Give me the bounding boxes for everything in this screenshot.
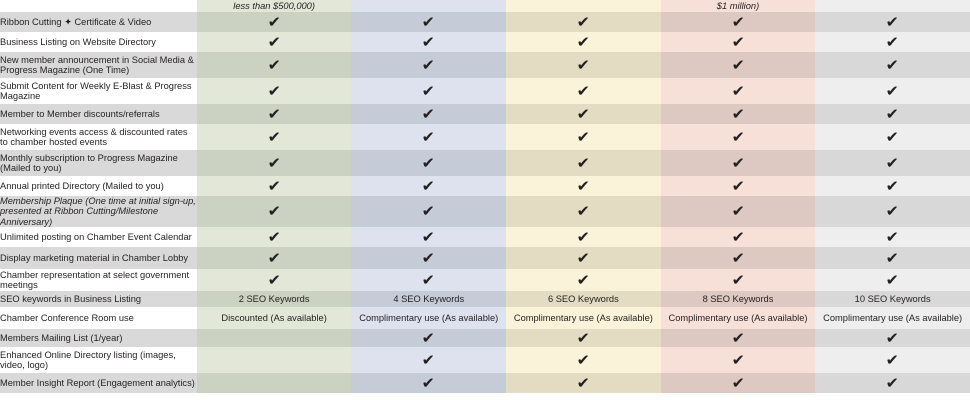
- check-icon: ✔: [422, 55, 436, 74]
- check-icon: ✔: [576, 329, 590, 347]
- table-row: [0, 124, 970, 150]
- check-mark-cell: [351, 269, 506, 291]
- check-icon: ✔: [731, 127, 745, 146]
- check-mark-cell: [197, 196, 352, 227]
- check-mark-cell: [351, 32, 506, 52]
- value-text: 8 SEO Keywords: [702, 293, 774, 304]
- check-icon: ✔: [576, 227, 590, 246]
- check-mark-cell: [815, 227, 970, 247]
- check-icon: ✔: [576, 176, 590, 195]
- check-mark-cell: [815, 176, 970, 196]
- check-mark-cell: [351, 329, 506, 347]
- check-mark-cell: [351, 104, 506, 124]
- header-label-cell: [0, 0, 197, 12]
- value-text: Complimentary use (As available): [668, 312, 808, 323]
- check-mark-cell: [197, 32, 352, 52]
- check-mark-cell: [815, 104, 970, 124]
- check-icon: ✔: [576, 202, 590, 221]
- value-text: 2 SEO Keywords: [238, 293, 310, 304]
- check-icon: ✔: [731, 350, 745, 369]
- check-mark-cell: [506, 52, 661, 78]
- check-mark-cell: [661, 104, 816, 124]
- check-mark-cell: [661, 329, 816, 347]
- check-mark-cell: [197, 247, 352, 269]
- check-mark-cell: [661, 176, 816, 196]
- check-icon: ✔: [731, 153, 745, 172]
- check-mark-cell: [351, 78, 506, 104]
- value-text: Complimentary use (As available): [823, 312, 963, 323]
- check-mark-cell: [351, 52, 506, 78]
- check-mark-cell: [197, 12, 352, 32]
- empty-cell: [197, 329, 352, 347]
- check-icon: ✔: [422, 329, 436, 347]
- check-icon: ✔: [886, 248, 900, 267]
- benefit-label: Chamber Conference Room use: [0, 307, 197, 329]
- check-mark-cell: [197, 150, 352, 176]
- value-text: 4 SEO Keywords: [393, 293, 465, 304]
- check-icon: ✔: [886, 227, 900, 246]
- check-mark-cell: [661, 347, 816, 373]
- check-icon: ✔: [731, 270, 745, 289]
- check-icon: ✔: [422, 270, 436, 289]
- check-mark-cell: [815, 124, 970, 150]
- check-icon: ✔: [886, 270, 900, 289]
- table-row: [0, 12, 970, 32]
- benefit-label: Submit Content for Weekly E-Blast & Progress Magazine: [0, 78, 197, 104]
- check-mark-cell: [661, 196, 816, 227]
- value-text: 6 SEO Keywords: [547, 293, 619, 304]
- check-mark-cell: [197, 124, 352, 150]
- column-header-col1: less than $500,000): [197, 0, 352, 12]
- value-text: Discounted (As available): [221, 312, 327, 323]
- table-row: [0, 307, 970, 329]
- check-icon: ✔: [886, 32, 900, 51]
- check-icon: ✔: [267, 270, 281, 289]
- check-icon: ✔: [267, 127, 281, 146]
- check-icon: ✔: [576, 373, 590, 392]
- value-text: Complimentary use (As available): [359, 312, 499, 323]
- check-mark-cell: [815, 150, 970, 176]
- check-mark-cell: [661, 78, 816, 104]
- check-mark-cell: [506, 150, 661, 176]
- table-row: [0, 373, 970, 393]
- check-icon: ✔: [422, 32, 436, 51]
- benefit-label: Member to Member discounts/referrals: [0, 104, 197, 124]
- check-mark-cell: [197, 227, 352, 247]
- check-mark-cell: [815, 196, 970, 227]
- value-cell: [661, 291, 816, 307]
- value-cell: [197, 307, 352, 329]
- check-icon: ✔: [731, 227, 745, 246]
- column-header-col4: $1 million): [661, 0, 816, 12]
- check-mark-cell: [351, 176, 506, 196]
- benefit-label: Annual printed Directory (Mailed to you): [0, 176, 197, 196]
- check-icon: ✔: [422, 202, 436, 221]
- check-icon: ✔: [267, 227, 281, 246]
- check-mark-cell: [815, 32, 970, 52]
- check-icon: ✔: [886, 55, 900, 74]
- check-mark-cell: [351, 124, 506, 150]
- table-row: [0, 247, 970, 269]
- check-mark-cell: [815, 329, 970, 347]
- check-mark-cell: [506, 104, 661, 124]
- check-icon: ✔: [886, 12, 900, 31]
- check-icon: ✔: [886, 202, 900, 221]
- table-row: [0, 176, 970, 196]
- check-icon: ✔: [886, 127, 900, 146]
- check-mark-cell: [815, 347, 970, 373]
- check-mark-cell: [506, 347, 661, 373]
- value-cell: [351, 291, 506, 307]
- table-row: [0, 196, 970, 227]
- table-row: [0, 32, 970, 52]
- check-mark-cell: [661, 247, 816, 269]
- benefit-label: Ribbon Cutting ✦ Certificate & Video: [0, 12, 197, 32]
- check-icon: ✔: [731, 373, 745, 392]
- check-mark-cell: [506, 247, 661, 269]
- check-icon: ✔: [267, 202, 281, 221]
- check-icon: ✔: [422, 12, 436, 31]
- check-mark-cell: [815, 12, 970, 32]
- benefit-label: Members Mailing List (1/year): [0, 329, 197, 347]
- table-row: [0, 150, 970, 176]
- check-mark-cell: [197, 176, 352, 196]
- benefit-label: Enhanced Online Directory listing (images, video, logo): [0, 347, 197, 373]
- check-mark-cell: [661, 124, 816, 150]
- check-icon: ✔: [886, 81, 900, 100]
- check-icon: ✔: [886, 350, 900, 369]
- check-mark-cell: [661, 12, 816, 32]
- value-cell: [197, 291, 352, 307]
- table-row: [0, 347, 970, 373]
- value-cell: [506, 291, 661, 307]
- check-mark-cell: [506, 227, 661, 247]
- benefit-label: Membership Plaque (One time at initial sign-up, presented at Ribbon Cutting/Milestone Anniversary): [0, 196, 196, 227]
- check-mark-cell: [661, 52, 816, 78]
- empty-cell: [197, 347, 352, 373]
- check-icon: ✔: [886, 373, 900, 392]
- check-icon: ✔: [422, 153, 436, 172]
- check-icon: ✔: [731, 12, 745, 31]
- column-header-col5: [815, 0, 970, 12]
- check-mark-cell: [506, 196, 661, 227]
- table-row: [0, 329, 970, 347]
- check-icon: ✔: [576, 270, 590, 289]
- check-icon: ✔: [576, 127, 590, 146]
- check-mark-cell: [506, 269, 661, 291]
- table-row: [0, 291, 970, 307]
- check-icon: ✔: [731, 81, 745, 100]
- value-cell: [351, 307, 506, 329]
- check-icon: ✔: [422, 373, 436, 392]
- column-header-col2: [351, 0, 506, 12]
- check-mark-cell: [815, 247, 970, 269]
- check-mark-cell: [197, 78, 352, 104]
- check-icon: ✔: [731, 329, 745, 347]
- check-icon: ✔: [731, 248, 745, 267]
- check-mark-cell: [197, 269, 352, 291]
- check-mark-cell: [815, 52, 970, 78]
- check-mark-cell: [351, 196, 506, 227]
- check-mark-cell: [661, 150, 816, 176]
- value-text: Complimentary use (As available): [513, 312, 653, 323]
- value-cell: [506, 307, 661, 329]
- benefit-label: SEO keywords in Business Listing: [0, 291, 197, 307]
- check-icon: ✔: [576, 12, 590, 31]
- check-icon: ✔: [731, 55, 745, 74]
- value-text: 10 SEO Keywords: [854, 293, 931, 304]
- column-header-col3: [506, 0, 661, 12]
- benefit-label: Networking events access & discounted rates to chamber hosted events: [0, 124, 197, 150]
- check-icon: ✔: [886, 153, 900, 172]
- benefit-label: Monthly subscription to Progress Magazine (Mailed to you): [0, 150, 197, 176]
- check-mark-cell: [506, 329, 661, 347]
- check-icon: ✔: [731, 104, 745, 123]
- table-header-row: [0, 0, 970, 12]
- table-row: [0, 104, 970, 124]
- check-mark-cell: [506, 78, 661, 104]
- check-mark-cell: [815, 269, 970, 291]
- value-cell: [815, 291, 970, 307]
- check-mark-cell: [661, 32, 816, 52]
- check-icon: ✔: [267, 104, 281, 123]
- benefit-label: Unlimited posting on Chamber Event Calendar: [0, 227, 197, 247]
- check-mark-cell: [815, 78, 970, 104]
- check-mark-cell: [661, 227, 816, 247]
- check-mark-cell: [506, 12, 661, 32]
- check-mark-cell: [197, 52, 352, 78]
- check-icon: ✔: [576, 55, 590, 74]
- empty-cell: [197, 373, 352, 393]
- check-mark-cell: [351, 227, 506, 247]
- check-icon: ✔: [422, 81, 436, 100]
- check-icon: ✔: [267, 176, 281, 195]
- check-icon: ✔: [886, 329, 900, 347]
- benefit-label: New member announcement in Social Media & Progress Magazine (One Time): [0, 52, 197, 78]
- check-icon: ✔: [422, 227, 436, 246]
- check-icon: ✔: [576, 153, 590, 172]
- check-icon: ✔: [576, 104, 590, 123]
- check-icon: ✔: [422, 104, 436, 123]
- check-mark-cell: [351, 12, 506, 32]
- value-cell: [815, 307, 970, 329]
- table-row: [0, 227, 970, 247]
- check-icon: ✔: [422, 350, 436, 369]
- check-mark-cell: [351, 347, 506, 373]
- check-mark-cell: [815, 373, 970, 393]
- check-icon: ✔: [267, 32, 281, 51]
- benefit-label: Display marketing material in Chamber Lobby: [0, 247, 197, 269]
- check-icon: ✔: [267, 248, 281, 267]
- check-mark-cell: [661, 269, 816, 291]
- benefit-label: Business Listing on Website Directory: [0, 32, 197, 52]
- check-mark-cell: [661, 373, 816, 393]
- benefit-label: Chamber representation at select government meetings: [0, 269, 197, 291]
- check-icon: ✔: [576, 350, 590, 369]
- check-icon: ✔: [576, 32, 590, 51]
- table-row: [0, 52, 970, 78]
- table-row: [0, 269, 970, 291]
- check-icon: ✔: [422, 176, 436, 195]
- check-mark-cell: [197, 104, 352, 124]
- check-mark-cell: [351, 150, 506, 176]
- check-mark-cell: [506, 124, 661, 150]
- check-icon: ✔: [886, 104, 900, 123]
- check-mark-cell: [506, 32, 661, 52]
- check-icon: ✔: [731, 32, 745, 51]
- check-icon: ✔: [731, 202, 745, 221]
- check-icon: ✔: [422, 248, 436, 267]
- check-icon: ✔: [576, 248, 590, 267]
- table-row: [0, 78, 970, 104]
- check-icon: ✔: [422, 127, 436, 146]
- check-icon: ✔: [267, 12, 281, 31]
- benefit-label: Member Insight Report (Engagement analytics): [0, 373, 197, 393]
- check-icon: ✔: [731, 176, 745, 195]
- check-mark-cell: [506, 176, 661, 196]
- check-mark-cell: [351, 373, 506, 393]
- check-icon: ✔: [886, 176, 900, 195]
- check-mark-cell: [506, 373, 661, 393]
- check-icon: ✔: [576, 81, 590, 100]
- check-icon: ✔: [267, 153, 281, 172]
- check-icon: ✔: [267, 55, 281, 74]
- check-icon: ✔: [267, 81, 281, 100]
- value-cell: [661, 307, 816, 329]
- check-mark-cell: [351, 247, 506, 269]
